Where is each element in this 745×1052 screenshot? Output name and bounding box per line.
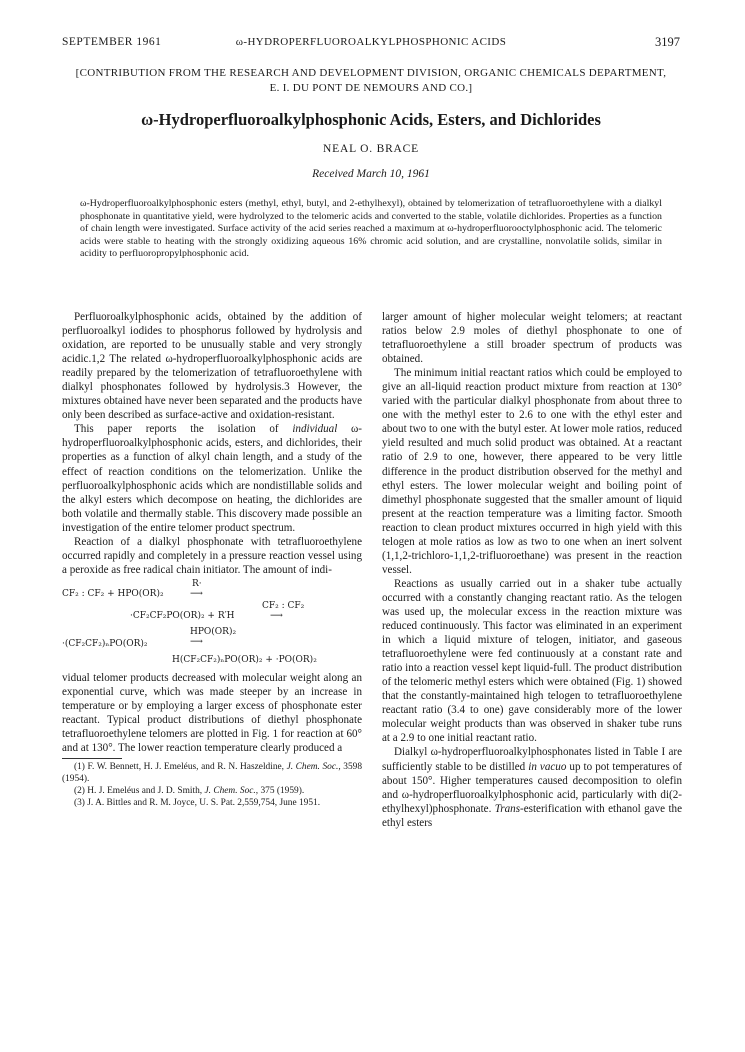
eq-step-3-radical: ·(CF₂CF₂)ₙPO(OR)₂ [62, 638, 148, 649]
contribution-note [62, 66, 680, 96]
eq-initiator-label: R· [192, 578, 202, 589]
emphasis-individual: individual [292, 423, 338, 436]
running-head-date: SEPTEMBER 1961 [62, 36, 162, 48]
eq-telogen-label: HPO(OR)₂ [190, 626, 237, 637]
eq-arrow-3: ⟶ [190, 636, 203, 647]
right-paragraph-1: larger amount of higher molecular weight telomers; at reactant ratios below 2.9 moles of diethyl phosphonate to one of tetrafluoroethylene a still broader spectrum of products was obtained. [382, 311, 682, 366]
emphasis-in-vacuo: in vacuo [528, 760, 567, 773]
eq-step-3-products: H(CF₂CF₂)ₙPO(OR)₂ + ·PO(OR)₂ [172, 654, 317, 665]
right-paragraph-2: The minimum initial reactant ratios which could be employed to give an all-liquid reaction product mixture from reaction at 130° varied with the particular dialkyl phosphonate from about three to one with the methyl ester to 2.6 to one with the ethyl ester and about two to one with the butyl ester. At lower mole ratios, reduced yield resulted and much solid product was obtained. At a reactant ratio of 2.9 to one, however, there appeared to be very little difference in the product distribution observed for the methyl and ethyl esters. The lower molecular weight and boiling point of dimethyl phosphonate suggested that the smaller amount of liquid present at the reaction temperature was a limiting factor. Smooth reaction to clean product mixtures occurred in high yield with this telogen at mole ratios as low as two to one when an inert solvent (1,1,2-trichloro-1,1,2-trifluoroethane) was present in the reaction vessel. [382, 367, 682, 576]
eq-step-1-products: ·CF₂CF₂PO(OR)₂ + R′H [130, 610, 235, 621]
left-column [62, 310, 362, 809]
emphasis-trans: Trans- [494, 802, 524, 815]
eq-step-1-reactants: CF₂ : CF₂ + HPO(OR)₂ [62, 588, 164, 599]
right-paragraph-3: Reactions as usually carried out in a shaker tube actually occurred with a constantly changing reactant ratio. As the telogen was used up, the molecular excess in the reaction mixture was reduced continuously. This factor was eliminated in an experiment in which a liquid mixture of telogen, initiator, and gaseous tetrafluoroethylene were fed continuously at a constant rate and ratio into a reaction vessel kept liquid-full. The product distribution of the telomeric methyl esters which were obtained (Fig. 1) showed that the constantly-maintained high telogen to tetrafluoroethylene reactant ratio (3.4 to one) gave considerably more of the lower molecular weight products than was observed in shaker tube runs at a 2.9 to one initial reactant ratio. [382, 577, 682, 745]
abstract: ω-Hydroperfluoroalkylphosphonic esters (methyl, ethyl, butyl, and 2-ethylhexyl), obtained by telomerization of tetrafluoroethylene with a dialkyl phosphonate in quantitative yield, were hydrolyzed to the telomeric acids and converted to the stable, volatile dichlorides. Properties as a function of chain length were investigated. Surface activity of the acid series reached a maximum at ω-hydroperfluorooctylphosphonic acid. The telomeric acids were stable to heating with the strongly oxidizing aqueous 16% chromic acid solution, and are crystalline, nonvolatile solids, similar in acidity to perfluoropropylphosphonic acid. [80, 198, 662, 260]
eq-arrow-1: ⟶ [190, 588, 203, 599]
eq-arrow-2: ⟶ [270, 610, 283, 621]
left-paragraph-1: Perfluoroalkylphosphonic acids, obtained by the addition of perfluoroalkyl iodides to phosphorus followed by hydrolysis and oxidation, are reported to be unusually stable and very strongly acidic.1,2 The related ω-hydroperfluoroalkylphosphonic acids are readily prepared by the telomerization of tetrafluoroethylene with dialkyl phosphonates followed by hydrolysis.3 However, the mixtures obtained have never been separated and the products have only been described as surface-active and oxidation-resistant. [62, 311, 362, 422]
reaction-scheme [62, 579, 362, 669]
left-paragraph-3: Reaction of a dialkyl phosphonate with tetrafluoroethylene occurred rapidly and completely in a pressure reaction vessel using a peroxide as free radical chain initiator. The amount of indi- [62, 535, 362, 576]
author-name: NEAL O. BRACE [323, 143, 419, 155]
right-column [382, 310, 682, 830]
contribution-line-1: [CONTRIBUTION FROM THE RESEARCH AND DEVELOPMENT DIVISION, ORGANIC CHEMICALS DEPARTMENT, [75, 67, 667, 79]
article-title: ω-Hydroperfluoroalkylphosphonic Acids, Esters, and Dichlorides [141, 110, 601, 129]
footnote-2: (2) H. J. Emeléus and J. D. Smith, J. Chem. Soc., 375 (1959). [74, 786, 305, 797]
eq-monomer-label: CF₂ : CF₂ [262, 600, 305, 611]
left-paragraph-2: This paper reports the isolation of individual ω-hydroperfluoroalkylphosphonic acids, esters, and dichlorides, their properties as a function of alkyl chain length, and a study of the effect of reaction conditions on the telomerization. Unlike the perfluoroalkylphosphonic acids which are nondistillable solids and the alkyl esters which decompose on heating, the dichlorides are both volatile and thermally stable. This discovery made possible an investigation of the entire telomer product spectrum. [62, 423, 362, 534]
contribution-line-2: E. I. DU PONT DE NEMOURS AND CO.] [269, 82, 473, 94]
right-paragraph-4: Dialkyl ω-hydroperfluoroalkylphosphonates listed in Table I are sufficiently stable to be distilled in vacuo up to pot temperatures of about 150°. Higher temperatures caused decomposition to olefin and ω-hydroperfluoroalkylphosphonic acid, particularly with di(2-ethylhexyl)phosphonate. Trans-esterification with ethanol gave the ethyl esters [382, 746, 682, 829]
footnote-divider [62, 758, 122, 759]
footnote-3: (3) J. A. Bittles and R. M. Joyce, U. S. Pat. 2,559,754, June 1951. [74, 798, 321, 809]
left-paragraph-4: vidual telomer products decreased with molecular weight along an exponential curve, which was made steeper by an increase in temperature or by employing a larger excess of phosphonate ester reactant. Typical product distributions of diethyl phosphonate tetrafluoroethylene telomers are plotted in Fig. 1 for reaction at 60° and at 130°. The lower reaction temperature clearly produced a [62, 671, 362, 755]
received-date: Received March 10, 1961 [312, 168, 430, 180]
footnote-1: (1) F. W. Bennett, H. J. Emeléus, and R. N. Haszeldine, J. Chem. Soc., 3598 (1954). [62, 762, 363, 785]
running-head [62, 36, 680, 52]
running-head-title: ω-HYDROPERFLUOROALKYLPHOSPHONIC ACIDS [235, 36, 507, 48]
page-number: 3197 [655, 35, 680, 49]
